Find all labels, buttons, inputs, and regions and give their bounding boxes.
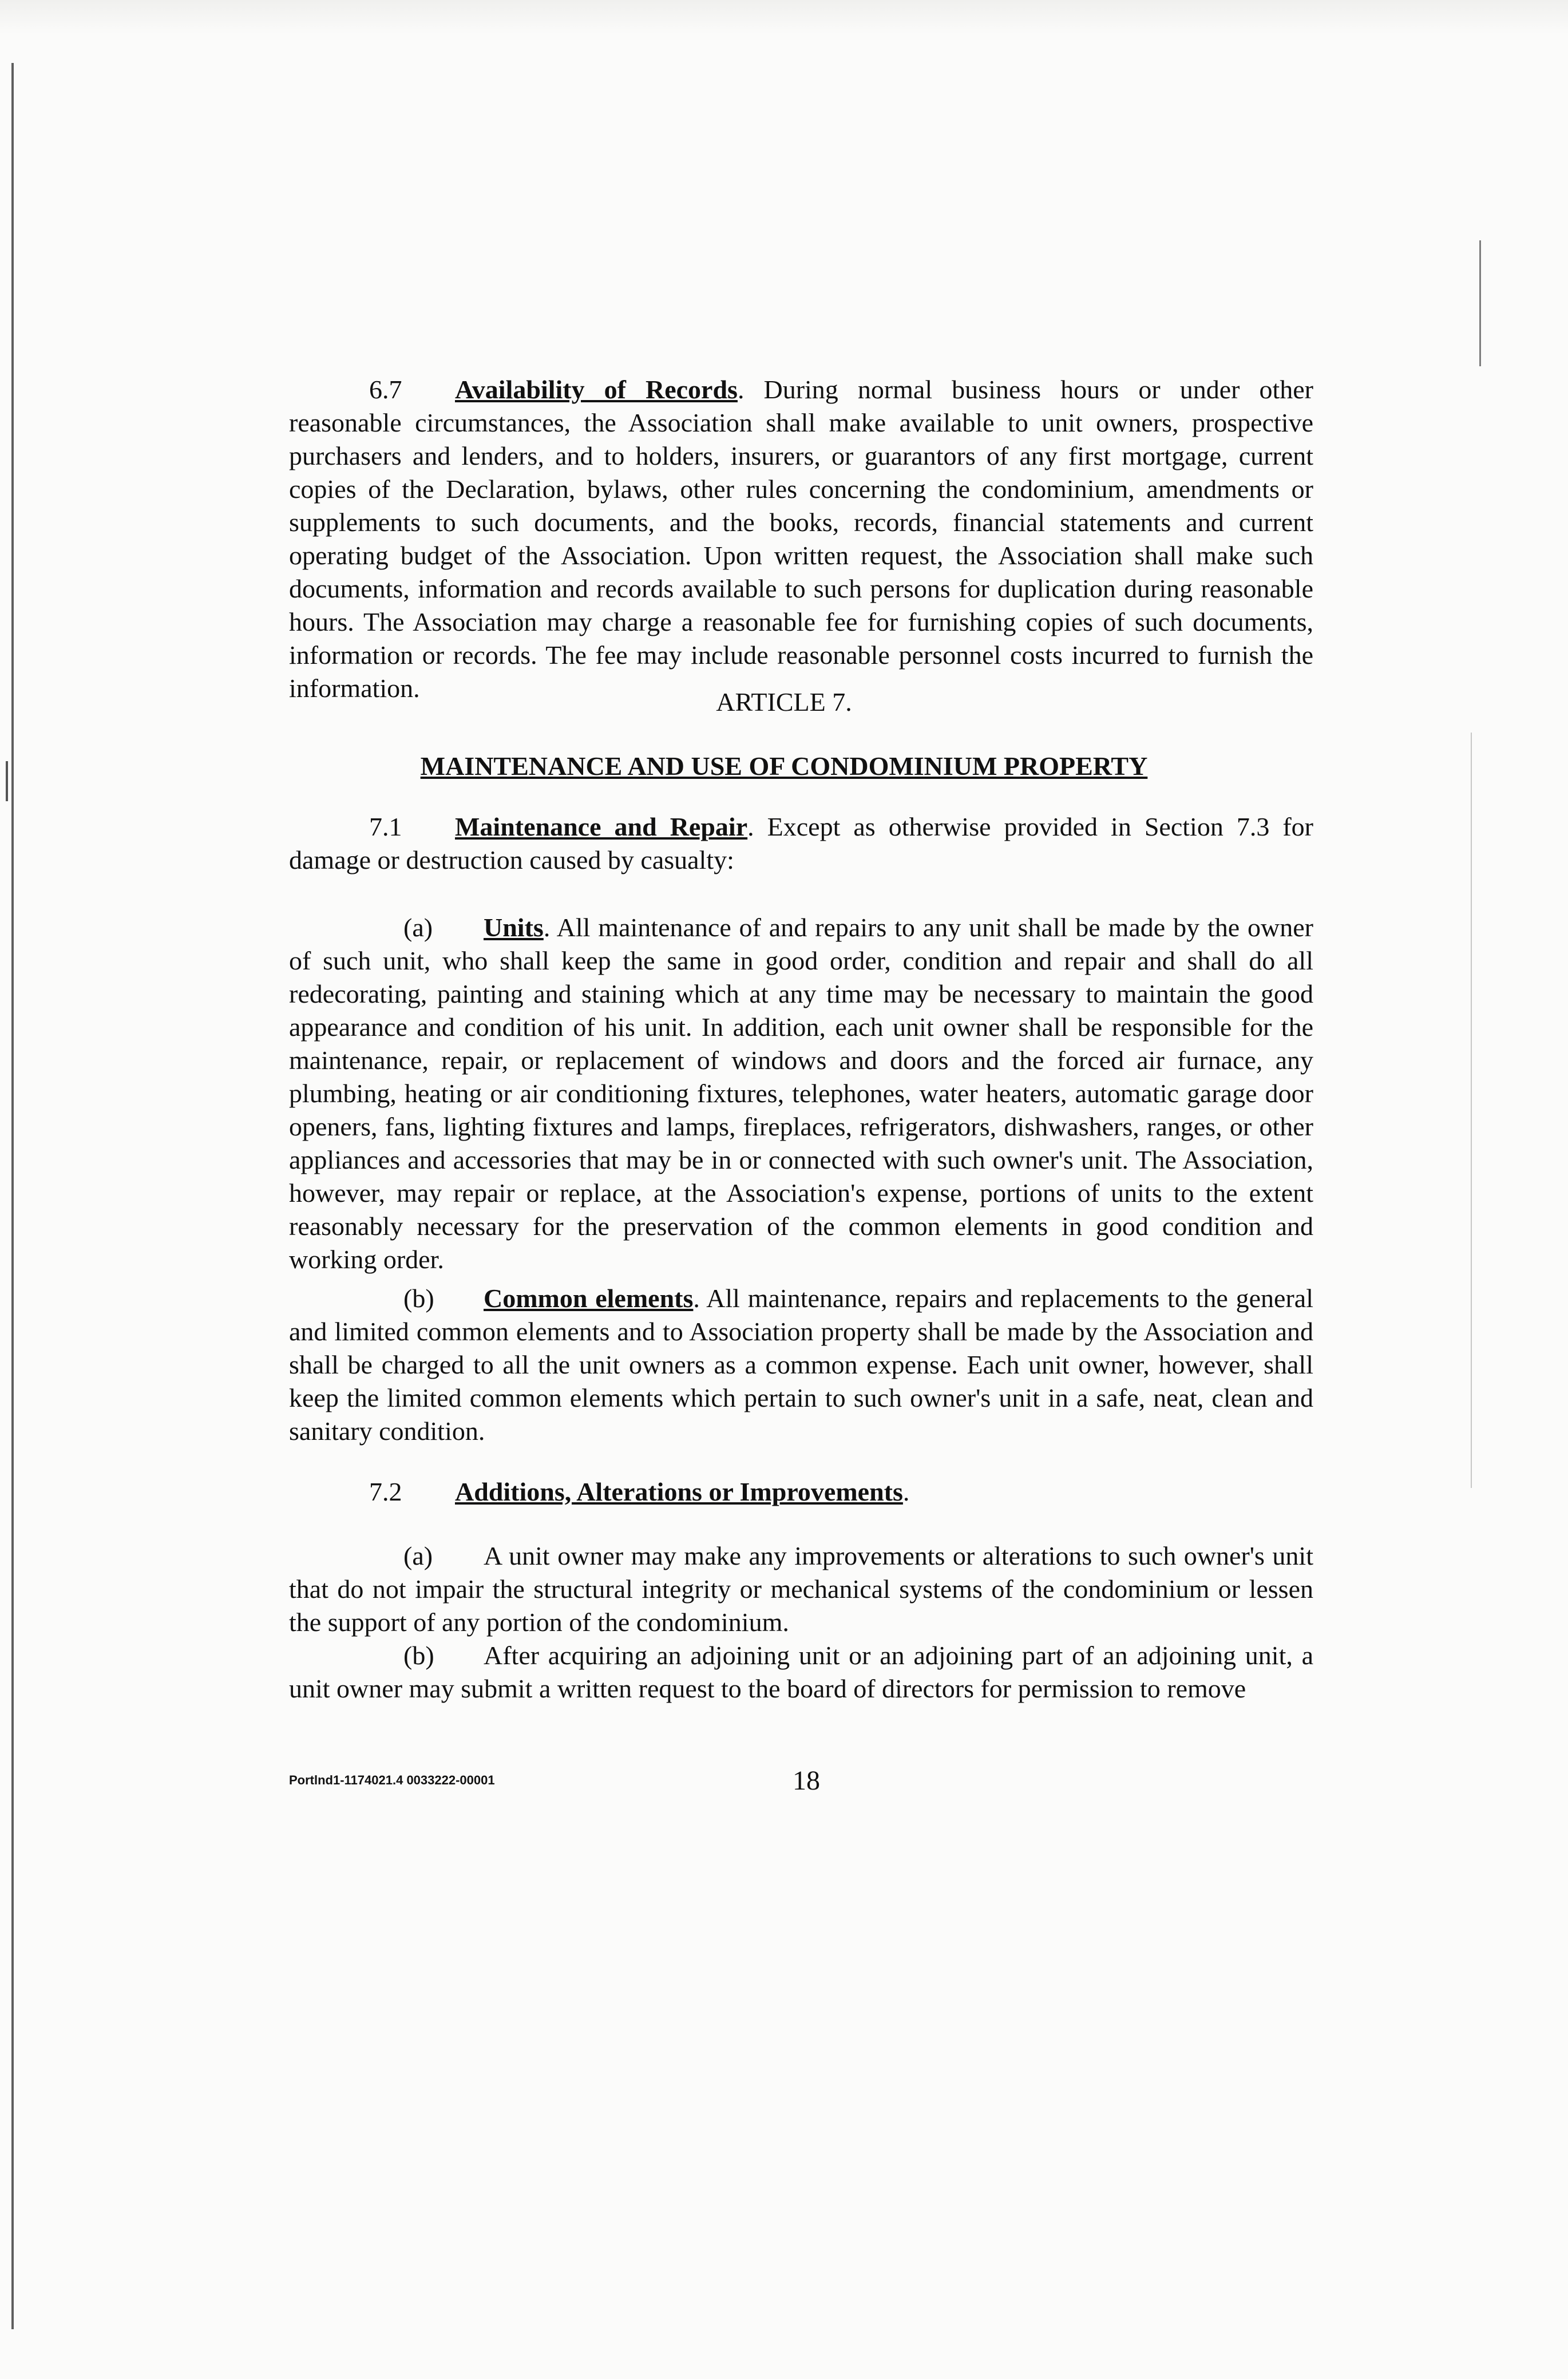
scan-top-shading	[0, 0, 1568, 34]
section-text: . During normal business hours or under other reasonable circumstances, the Association shall make available to unit owners, prospective purchasers and lenders, and to holders, insurers, or guarantors of any first mortgage, current copies of the Declaration, bylaws, other rules concerning the condominium, amendments or supplements to such documents, and the books, records, financial statements and current operating budget of the Association. Upon written request, the Association shall make such documents, information and records available to such persons for duplication during reasonable hours. The Association may charge a reasonable fee for furnishing copies of such documents, information or records. The fee may include reasonable personnel costs incurred to furnish the information.	[289, 375, 1313, 703]
section-heading: Additions, Alterations or Improvements	[455, 1477, 903, 1506]
subsection-label: (b)	[403, 1284, 434, 1313]
scan-right-edge-line	[1479, 240, 1481, 366]
section-number: 6.7	[369, 375, 402, 404]
section-text: . Except as otherwise provided in Section 7.3 for damage or destruction caused by casualty:	[289, 812, 1313, 874]
footer-doc-id: Portlnd1-1174021.4 0033222-00001	[289, 1773, 495, 1787]
subsection-label: (a)	[403, 913, 433, 942]
section-6-7	[289, 373, 1313, 705]
section-7-1-b-paragraph	[289, 1282, 1313, 1448]
section-heading: Maintenance and Repair	[455, 812, 748, 841]
section-7-1-intro	[289, 810, 1313, 877]
section-heading: Availability of Records	[455, 375, 738, 404]
section-7-2	[289, 1475, 1313, 1509]
subsection-label: (a)	[403, 1541, 433, 1570]
subsection-heading: Common elements	[484, 1284, 694, 1313]
section-7-2-a-paragraph	[289, 1539, 1313, 1639]
page-number: 18	[793, 1766, 820, 1796]
subsection-text: A unit owner may make any improvements or alterations to such owner's unit that do not impair the structural integrity or mechanical systems of the condominium or lessen the support of any portion of the condominium.	[289, 1541, 1313, 1637]
section-number: 7.2	[369, 1477, 402, 1506]
subsection-heading: Units	[484, 913, 544, 942]
article-title	[0, 751, 1568, 781]
subsection-label: (b)	[403, 1641, 434, 1670]
scan-left-edge-line	[11, 63, 14, 2329]
section-6-7-paragraph	[289, 373, 1313, 705]
subsection-text: . All maintenance of and repairs to any unit shall be made by the owner of such unit, who shall keep the same in good order, condition and repair and shall do all redecorating, painting and staining which at any time may be necessary to maintain the good appearance and condition of his unit. In addition, each unit owner shall be responsible for the maintenance, repair, or replacement of windows and doors and the forced air furnace, any plumbing, heating or air conditioning fixtures, telephones, water heaters, automatic garage door openers, fans, lighting fixtures and lamps, fireplaces, refrigerators, dishwashers, ranges, or other appliances and accessories that may be in or connected with such owner's unit. The Association, however, may repair or replace, at the Association's expense, portions of units to the extent reasonably necessary for the preservation of the common elements in good condition and working order.	[289, 913, 1313, 1274]
section-text: .	[902, 1477, 910, 1506]
section-7-1-a	[289, 911, 1313, 1276]
section-7-1	[289, 810, 1313, 877]
section-7-2-heading-line	[289, 1475, 1313, 1509]
subsection-text: . All maintenance, repairs and replacements to the general and limited common elements and to Association property shall be made by the Association and shall be charged to all the unit owners as a common expense. Each unit owner, however, shall keep the limited common elements which pertain to such owner's unit in a safe, neat, clean and sanitary condition.	[289, 1284, 1313, 1446]
section-7-1-a-paragraph	[289, 911, 1313, 1276]
article-number: ARTICLE 7.	[716, 687, 852, 717]
article-title-text: MAINTENANCE AND USE OF CONDOMINIUM PROPERTY	[420, 751, 1148, 781]
section-7-2-b-paragraph	[289, 1639, 1313, 1705]
section-number: 7.1	[369, 812, 402, 841]
scan-right-edge-faint-line	[1471, 733, 1472, 1488]
section-7-2-b	[289, 1639, 1313, 1705]
subsection-text: After acquiring an adjoining unit or an adjoining part of an adjoining unit, a unit owner may submit a written request to the board of directors for permission to remove	[289, 1641, 1313, 1703]
section-7-1-b	[289, 1282, 1313, 1448]
section-7-2-a	[289, 1539, 1313, 1639]
